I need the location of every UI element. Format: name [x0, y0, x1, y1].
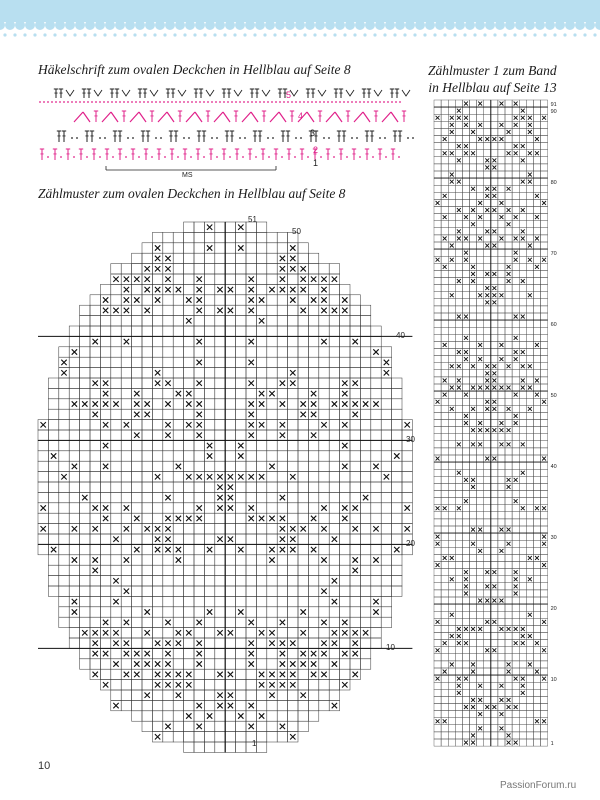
band-row-label: 60	[550, 322, 557, 329]
band-row-label: 40	[550, 464, 557, 471]
oval-label-40: 40	[396, 331, 405, 340]
band-row-label: 70	[550, 251, 557, 258]
crochet-row-1: 1	[313, 158, 319, 168]
band-row-label: 91	[550, 102, 557, 109]
oval-doily-chart	[30, 210, 420, 755]
watermark: PassionForum.ru	[500, 780, 577, 791]
oval-label-top: 51	[248, 215, 257, 224]
ms-label: MS	[182, 172, 193, 179]
oval-label-10: 10	[386, 643, 395, 652]
band-row-label: 30	[550, 535, 557, 542]
oval-label-bottom: 1	[252, 739, 257, 748]
crochet-chart-caption: Häkelschrift zum ovalen Deckchen in Hellblau auf Seite 8	[38, 62, 351, 77]
band-row-label: 50	[550, 393, 557, 400]
band-row-label: 20	[550, 606, 557, 613]
crochet-row-2: 2	[313, 145, 319, 155]
crochet-row-3: 3	[310, 128, 316, 138]
band-row-label: 90	[550, 109, 557, 116]
band-caption-line1: Zählmuster 1 zum Band	[428, 63, 557, 78]
top-border-decoration	[0, 0, 600, 40]
band-caption-line2: in Hellblau auf Seite 13	[428, 80, 557, 95]
band-chart-caption	[428, 62, 557, 96]
oval-label-30: 30	[406, 435, 415, 444]
oval-chart-caption: Zählmuster zum ovalen Deckchen in Hellblau auf Seite 8	[38, 186, 346, 201]
band-chart	[430, 96, 570, 756]
oval-label-20: 20	[406, 539, 415, 548]
crochet-row-5: 5	[286, 90, 292, 100]
crochet-symbol-chart	[34, 80, 414, 180]
oval-label-50: 50	[292, 227, 301, 236]
page-number: 10	[38, 760, 51, 772]
band-row-label: 80	[550, 180, 557, 187]
band-row-label: 1	[550, 741, 554, 748]
crochet-row-4: 4	[298, 111, 304, 121]
band-row-label: 10	[550, 677, 557, 684]
